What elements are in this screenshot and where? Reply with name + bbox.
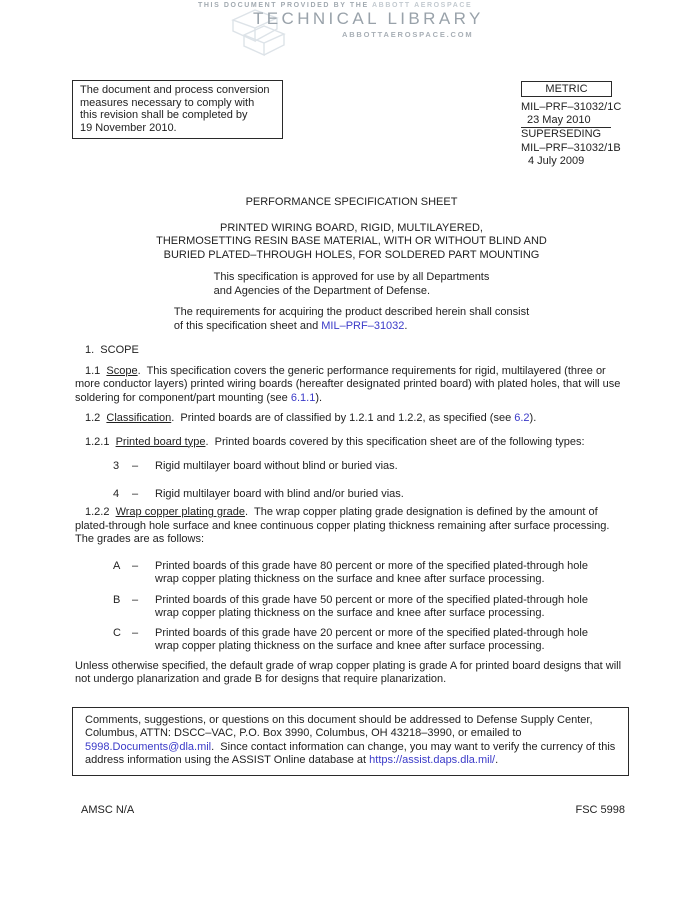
paragraph-1-2: 1.2 Classification. Printed boards are of classified by 1.2.1 and 1.2.2, as specified (see 6.2). — [85, 412, 537, 424]
approval-line: This specification is approved for use by all Departments — [213, 271, 490, 283]
dash-separator: – — [132, 460, 139, 472]
wrap-copper-grade-label: Wrap copper plating grade — [115, 506, 246, 518]
approval-statement — [75, 271, 628, 298]
fsc-code: FSC 5998 — [575, 803, 625, 816]
assist-url-link[interactable]: https://assist.daps.dla.mil/ — [369, 754, 496, 766]
paragraph-1-1: 1.1 Scope. This specification covers the generic performance requirements for rigid, multilayered (three or more conductor layers) printed wiring boards (hereafter designated printed board) with plated holes, that will use soldering for component/part mounting (see 6.1.1). — [75, 364, 624, 404]
superseded-date: 4 July 2009 — [528, 154, 585, 167]
grade-description: Printed boards of this grade have 20 percent or more of the specified plated-through hole wrap copper plating thickness on the surface and knee after surface processing. — [155, 626, 588, 652]
requirements-line: of this specification sheet and MIL–PRF–31032. — [173, 319, 408, 332]
board-type-item — [75, 488, 628, 502]
type-number: 4 — [113, 487, 120, 500]
page-footer — [75, 804, 628, 818]
comments-contact-box — [72, 707, 629, 776]
document-id: MIL–PRF–31032/1C — [521, 101, 622, 113]
type-description: Rigid multilayer board with blind and/or buried vias. — [155, 487, 404, 500]
board-type-item — [75, 460, 628, 474]
sheet-type-heading: PERFORMANCE SPECIFICATION SHEET — [245, 196, 458, 208]
dash-separator: – — [132, 626, 139, 639]
email-link[interactable]: 5998.Documents@dla.mil — [85, 740, 212, 753]
comment-line: Comments, suggestions, or questions on this document should be addressed to Defense Supply Center, — [85, 713, 593, 726]
provided-by-line — [198, 2, 472, 9]
grade-description: Printed boards of this grade have 50 percent or more of the specified plated-through hole wrap copper plating thickness on the surface and knee after surface processing. — [155, 593, 588, 619]
ref-6-1-1-link[interactable]: 6.1.1 — [290, 391, 316, 404]
type-number: 3 — [113, 460, 120, 472]
grade-item — [75, 627, 628, 654]
ref-6-2-link[interactable]: 6.2 — [514, 412, 530, 424]
library-domain: ABBOTTAEROSPACE.COM — [342, 30, 474, 39]
default-grade-paragraph: Unless otherwise specified, the default grade of wrap copper plating is grade A for printed board designs that will not undergo planarization and grade B for designs that require planarization. — [75, 659, 622, 685]
type-description: Rigid multilayer board without blind or buried vias. — [155, 460, 398, 472]
requirements-statement — [75, 306, 628, 333]
comment-line: address information using the ASSIST Online database at https://assist.daps.dla.mil/. — [85, 754, 499, 766]
dash-separator: – — [132, 593, 139, 606]
provided-by-text: THIS DOCUMENT PROVIDED BY THE — [198, 2, 373, 9]
title-line: BURIED PLATED–THROUGH HOLES, FOR SOLDERED PART MOUNTING — [163, 248, 540, 261]
comment-line: 5998.Documents@dla.mil. Since contact information can change, you may want to verify the currency of this — [85, 740, 616, 753]
dash-separator: – — [132, 559, 139, 572]
document-id-block — [521, 101, 621, 168]
amsc-code: AMSC N/A — [81, 803, 135, 816]
grade-letter: B — [113, 593, 121, 606]
superseded-id: MIL–PRF–31032/1B — [521, 141, 621, 154]
grade-letter: C — [113, 626, 121, 639]
paragraph-1-2-2: 1.2.2 Wrap copper plating grade. The wrap copper plating grade designation is defined by the amount of plated-through hole surface and knee continuous copper plating thickness remaining after surface processing. The grades are as follows: — [75, 506, 616, 545]
library-title: TECHNICAL LIBRARY — [253, 9, 484, 28]
grade-item — [75, 594, 628, 621]
section-scope-heading: 1. SCOPE — [85, 344, 139, 356]
approval-line: and Agencies of the Department of Defense. — [213, 284, 431, 297]
comment-line: Columbus, ATTN: DSCC–VAC, P.O. Box 3990, Columbus, OH 43218–3990, or emailed to — [85, 727, 522, 739]
metric-badge: METRIC — [521, 81, 612, 97]
notice-line: The document and process conversion — [80, 84, 270, 96]
document-date: 23 May 2010 — [521, 114, 611, 128]
grade-item — [75, 560, 628, 587]
notice-line: this revision shall be completed by — [80, 109, 248, 122]
document-title — [75, 222, 628, 263]
superseding-label: SUPERSEDING — [521, 128, 602, 141]
requirements-line: The requirements for acquiring the product described herein shall consist — [173, 306, 530, 318]
dash-separator: – — [132, 487, 139, 500]
conversion-notice-box — [72, 80, 283, 139]
notice-line: 19 November 2010. — [80, 121, 177, 134]
grade-description: Printed boards of this grade have 80 percent or more of the specified plated-through hole wrap copper plating thickness on the surface and knee after surface processing. — [155, 559, 588, 585]
scope-label: Scope — [106, 364, 138, 377]
mil-prf-31032-link[interactable]: MIL–PRF–31032 — [321, 319, 405, 332]
title-line: PRINTED WIRING BOARD, RIGID, MULTILAYERED, — [219, 221, 483, 234]
notice-line: measures necessary to comply with — [80, 96, 255, 109]
printed-board-type-label: Printed board type — [115, 435, 206, 448]
title-line: THERMOSETTING RESIN BASE MATERIAL, WITH OR WITHOUT BLIND AND — [156, 235, 547, 247]
grade-letter: A — [113, 559, 121, 572]
provided-by-brand: ABBOTT AEROSPACE — [372, 2, 473, 9]
paragraph-1-2-1: 1.2.1 Printed board type. Printed boards covered by this specification sheet are of the following types: — [85, 435, 585, 448]
classification-label: Classification — [106, 412, 172, 424]
